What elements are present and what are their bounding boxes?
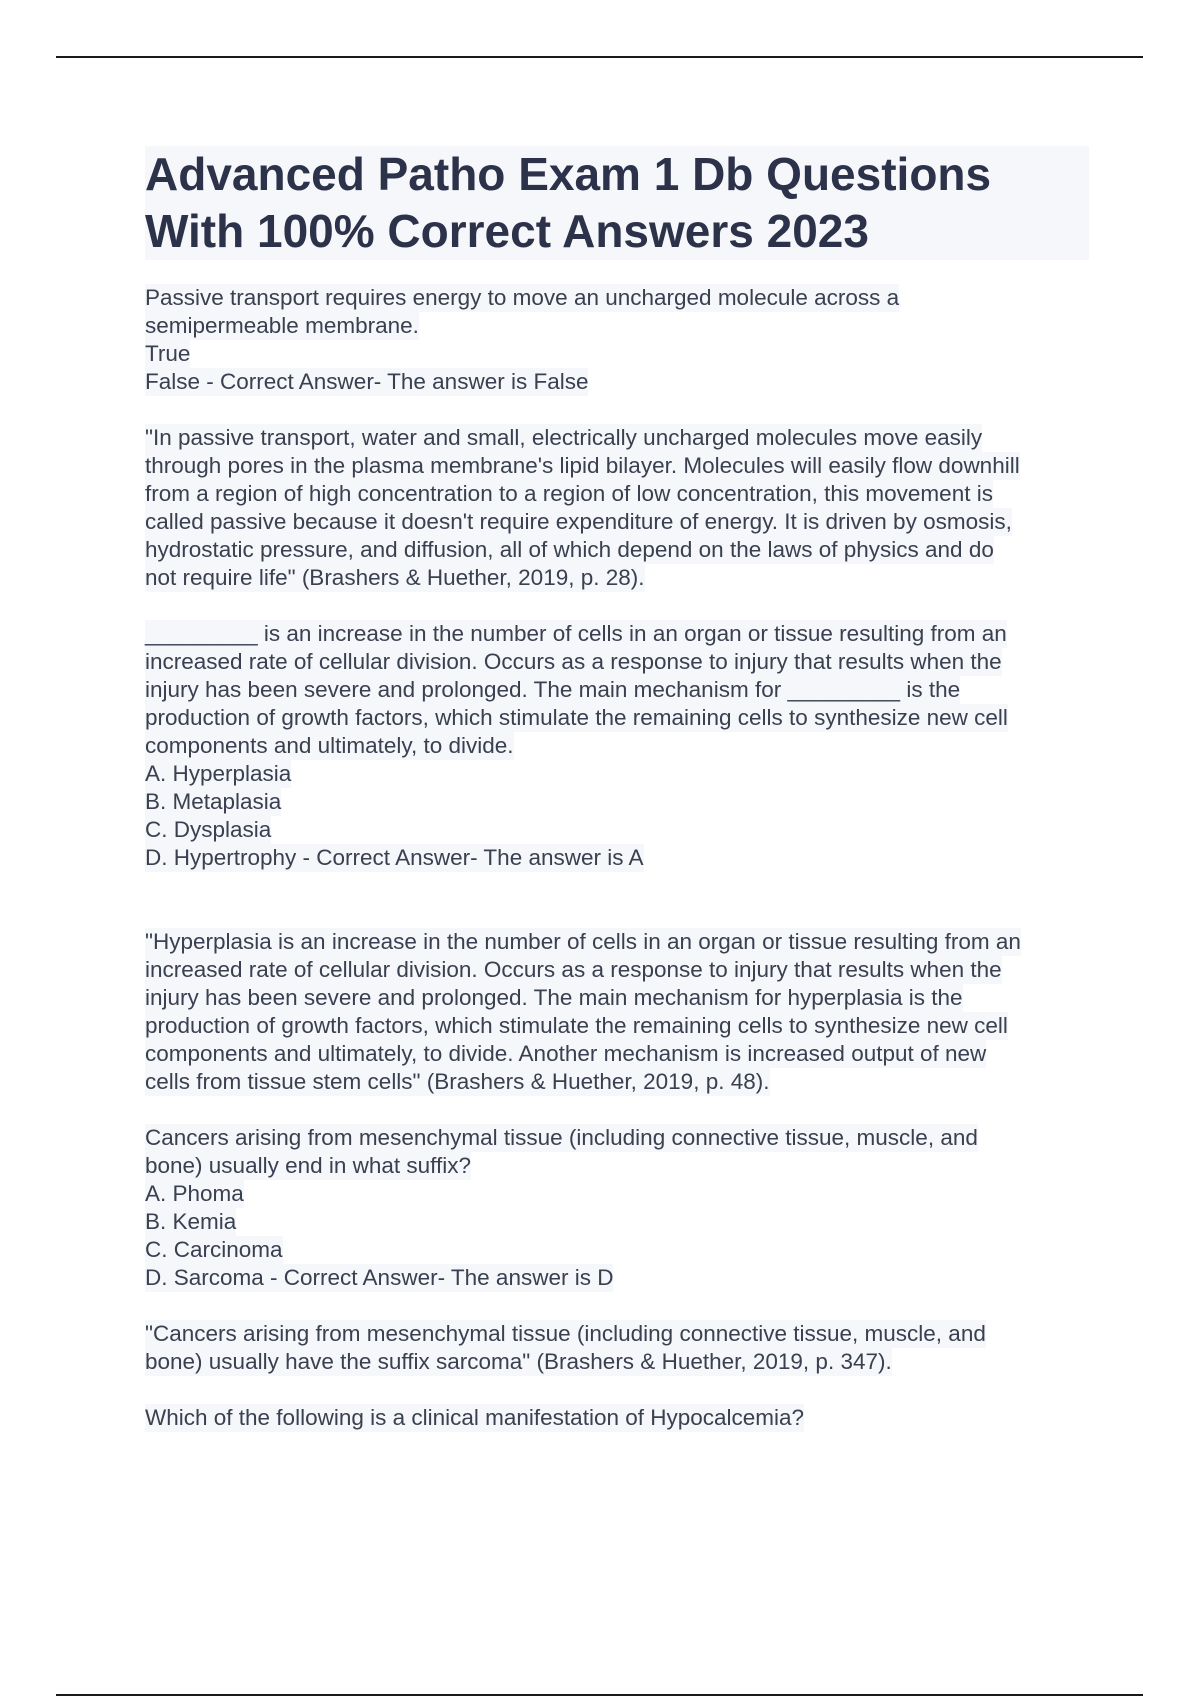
answer-option-correct: D. Sarcoma - Correct Answer- The answer is D xyxy=(145,1265,614,1290)
explanation-2 xyxy=(145,928,1089,1096)
document-body xyxy=(145,146,1089,1432)
question-text-line: Passive transport requires energy to move an uncharged molecule across a xyxy=(145,285,900,310)
question-text-line: injury has been severe and prolonged. The main mechanism for _________ is the xyxy=(145,677,961,702)
explanation-line: production of growth factors, which stimulate the remaining cells to synthesize new cell xyxy=(145,1013,1008,1038)
page-title xyxy=(145,146,1089,260)
explanation-line: "Hyperplasia is an increase in the number of cells in an organ or tissue resulting from an xyxy=(145,929,1021,954)
question-4 xyxy=(145,1404,1089,1432)
question-text-line: Cancers arising from mesenchymal tissue (including connective tissue, muscle, and xyxy=(145,1125,978,1150)
explanation-line: "Cancers arising from mesenchymal tissue (including connective tissue, muscle, and xyxy=(145,1321,986,1346)
explanation-line: bone) usually have the suffix sarcoma" (Brashers & Huether, 2019, p. 347). xyxy=(145,1349,892,1374)
explanation-line: injury has been severe and prolonged. The main mechanism for hyperplasia is the xyxy=(145,985,963,1010)
explanation-line: hydrostatic pressure, and diffusion, all of which depend on the laws of physics and do xyxy=(145,537,994,562)
answer-option: A. Hyperplasia xyxy=(145,761,292,786)
answer-option: A. Phoma xyxy=(145,1181,244,1206)
title-line: Advanced Patho Exam 1 Db Questions xyxy=(145,148,992,200)
question-text-line: _________ is an increase in the number of cells in an organ or tissue resulting from an xyxy=(145,621,1007,646)
question-1 xyxy=(145,284,1089,396)
answer-option: B. Kemia xyxy=(145,1209,237,1234)
question-text-line: bone) usually end in what suffix? xyxy=(145,1153,472,1178)
question-text-line: Which of the following is a clinical manifestation of Hypocalcemia? xyxy=(145,1405,805,1430)
explanation-1 xyxy=(145,424,1089,592)
question-3 xyxy=(145,1124,1089,1292)
question-2 xyxy=(145,620,1089,872)
answer-option: C. Carcinoma xyxy=(145,1237,283,1262)
answer-option-correct: D. Hypertrophy - Correct Answer- The answer is A xyxy=(145,845,644,870)
explanation-line: increased rate of cellular division. Occurs as a response to injury that results when the xyxy=(145,957,1002,982)
question-text-line: semipermeable membrane. xyxy=(145,313,419,338)
question-text-line: components and ultimately, to divide. xyxy=(145,733,514,758)
question-text-line: production of growth factors, which stimulate the remaining cells to synthesize new cell xyxy=(145,705,1008,730)
explanation-line: called passive because it doesn't require expenditure of energy. It is driven by osmosis, xyxy=(145,509,1012,534)
explanation-line: through pores in the plasma membrane's lipid bilayer. Molecules will easily flow downhill xyxy=(145,453,1020,478)
explanation-3 xyxy=(145,1320,1089,1376)
answer-option: B. Metaplasia xyxy=(145,789,282,814)
question-text-line: increased rate of cellular division. Occurs as a response to injury that results when the xyxy=(145,649,1002,674)
answer-option: True xyxy=(145,341,191,366)
explanation-line: components and ultimately, to divide. Another mechanism is increased output of new xyxy=(145,1041,987,1066)
explanation-line: "In passive transport, water and small, electrically uncharged molecules move easily xyxy=(145,425,983,450)
explanation-line: cells from tissue stem cells" (Brashers & Huether, 2019, p. 48). xyxy=(145,1069,770,1094)
answer-option-correct: False - Correct Answer- The answer is False xyxy=(145,369,589,394)
answer-option: C. Dysplasia xyxy=(145,817,272,842)
title-line: With 100% Correct Answers 2023 xyxy=(145,205,869,257)
explanation-line: not require life" (Brashers & Huether, 2019, p. 28). xyxy=(145,565,645,590)
top-rule xyxy=(56,56,1143,58)
bottom-rule xyxy=(56,1694,1143,1696)
explanation-line: from a region of high concentration to a region of low concentration, this movement is xyxy=(145,481,993,506)
